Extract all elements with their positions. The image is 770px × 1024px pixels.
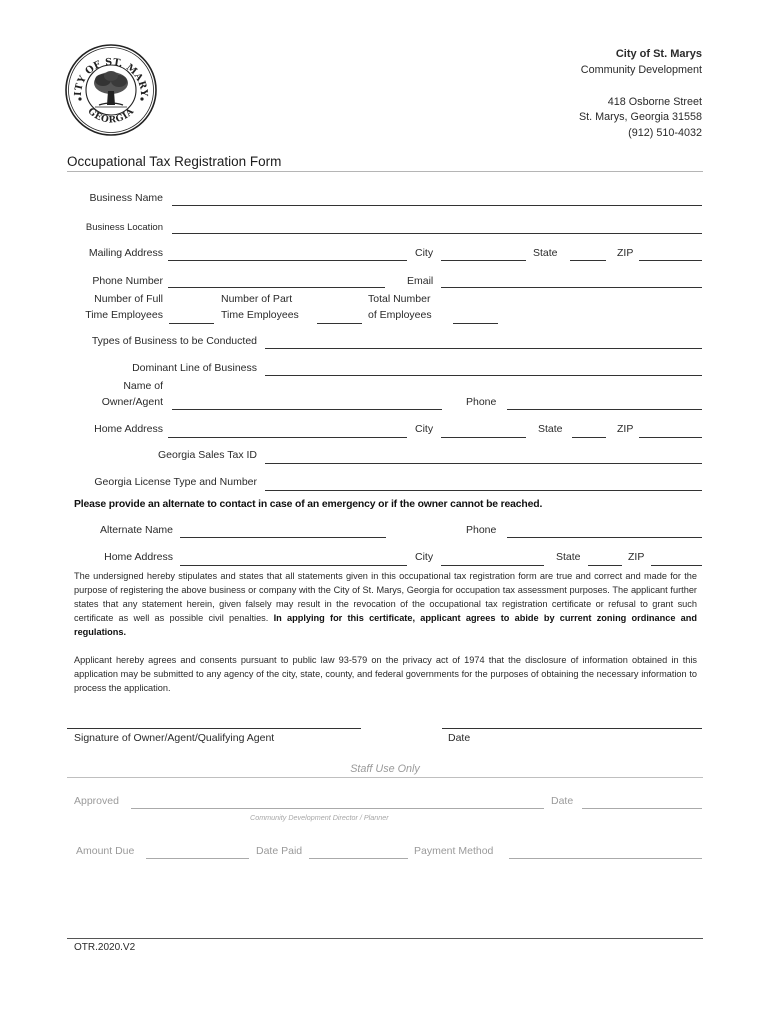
email-field[interactable] <box>441 287 702 288</box>
amount-due-label: Amount Due <box>76 845 135 857</box>
approved-label: Approved <box>74 795 119 807</box>
alternate-zip-field[interactable] <box>651 565 702 566</box>
phone-number-field[interactable] <box>168 287 385 288</box>
mailing-state-label: State <box>533 247 558 259</box>
form-title: Occupational Tax Registration Form <box>67 154 282 169</box>
total-employees-label-2: of Employees <box>368 309 432 321</box>
part-time-employees-field[interactable] <box>317 323 362 324</box>
stipulation-text: The undersigned hereby stipulates and states that all statements given in this occupational tax registration form are true and correct and made for the purpose of registering the above business or company with the City of St. Marys, Georgia for occupation tax assessment purposes. The applicant further states that any statement herein, given falsely may result in the revocation of the occupational tax registration certificate or refusal to grant such certificate as well as possible civil penalties. <box>74 571 697 623</box>
owner-name-field[interactable] <box>172 409 442 410</box>
mailing-address-label: Mailing Address <box>88 247 163 259</box>
dominant-line-label: Dominant Line of Business <box>132 362 257 374</box>
owner-label-2: Owner/Agent <box>101 396 163 408</box>
alternate-name-field[interactable] <box>180 537 386 538</box>
alternate-state-field[interactable] <box>588 565 622 566</box>
alternate-zip-label: ZIP <box>628 551 645 563</box>
header-phone: (912) 510-4032 <box>628 127 702 139</box>
alternate-city-label: City <box>415 551 434 563</box>
part-time-label-2: Time Employees <box>221 309 299 321</box>
svg-text:GEORGIA <box>86 106 137 125</box>
signature-date-field[interactable] <box>442 728 702 729</box>
license-type-label: Georgia License Type and Number <box>94 476 257 488</box>
home-zip-field[interactable] <box>639 437 702 438</box>
amount-due-field[interactable] <box>146 858 249 859</box>
owner-label-1: Name of <box>123 380 163 392</box>
home-zip-label: ZIP <box>617 423 634 435</box>
business-location-label: Business Location <box>85 222 163 233</box>
signature-field[interactable] <box>67 728 361 729</box>
part-time-label-1: Number of Part <box>221 293 293 305</box>
oak-tree-emblem <box>94 71 128 107</box>
alternate-state-label: State <box>556 551 581 563</box>
privacy-paragraph: Applicant hereby agrees and consents pursuant to public law 93-579 on the privacy act of 1974 that the disclosure of information obtained in this application may be submitted to any agency of the city, state, county, and federal governments for the purposes of obtaining the necessary information to process the application. <box>74 655 697 693</box>
stipulation-bold-text: In applying for this certificate, applicant agrees to abide by current zoning ordinance and regulations. <box>74 613 698 637</box>
alternate-phone-field[interactable] <box>507 537 702 538</box>
alternate-notice: Please provide an alternate to contact in case of an emergency or if the owner cannot be reached. <box>74 499 543 510</box>
staff-use-divider <box>67 777 703 778</box>
title-rule <box>67 171 703 172</box>
staff-use-heading: Staff Use Only <box>350 763 420 775</box>
phone-number-label: Phone Number <box>92 275 163 287</box>
types-business-field[interactable] <box>265 348 702 349</box>
mailing-city-field[interactable] <box>441 260 526 261</box>
mailing-zip-label: ZIP <box>617 247 634 259</box>
total-employees-field[interactable] <box>453 323 498 324</box>
license-type-field[interactable] <box>265 490 702 491</box>
approved-date-field[interactable] <box>582 808 702 809</box>
alternate-home-address-field[interactable] <box>180 565 407 566</box>
date-paid-label: Date Paid <box>256 845 303 857</box>
alternate-phone-label: Phone <box>466 524 497 536</box>
date-paid-field[interactable] <box>309 858 408 859</box>
payment-method-label: Payment Method <box>414 845 494 857</box>
signature-label: Signature of Owner/Agent/Qualifying Agent <box>74 732 275 744</box>
business-name-label: Business Name <box>89 192 163 204</box>
city-seal-graphic <box>64 43 158 137</box>
footer-form-code: OTR.2020.V2 <box>74 942 136 953</box>
full-time-employees-field[interactable] <box>169 323 214 324</box>
header-city-state-zip: St. Marys, Georgia 31558 <box>578 111 702 123</box>
home-state-label: State <box>538 423 563 435</box>
home-city-field[interactable] <box>441 437 526 438</box>
owner-phone-field[interactable] <box>507 409 702 410</box>
header-street: 418 Osborne Street <box>607 96 702 108</box>
seal-bottom-text: GEORGIA <box>85 106 137 126</box>
sales-tax-label: Georgia Sales Tax ID <box>157 449 257 461</box>
business-location-field[interactable] <box>172 233 702 234</box>
sales-tax-field[interactable] <box>265 463 702 464</box>
approver-caption: Community Development Director / Planner <box>250 813 389 822</box>
footer-rule <box>67 938 703 939</box>
types-business-label: Types of Business to be Conducted <box>91 335 257 347</box>
mailing-address-field[interactable] <box>168 260 407 261</box>
mailing-city-label: City <box>415 247 434 259</box>
header-department: Community Development <box>580 64 702 76</box>
header-city: City of St. Marys <box>615 48 702 60</box>
email-label: Email <box>407 275 434 287</box>
home-state-field[interactable] <box>572 437 606 438</box>
total-employees-label-1: Total Number <box>368 293 431 305</box>
mailing-state-field[interactable] <box>570 260 606 261</box>
mailing-zip-field[interactable] <box>639 260 702 261</box>
business-name-field[interactable] <box>172 205 702 206</box>
payment-method-field[interactable] <box>509 858 702 859</box>
home-address-field[interactable] <box>168 437 407 438</box>
stipulation-paragraph <box>74 569 697 639</box>
seal-top-text: ITY OF ST. MARY <box>72 56 150 98</box>
signature-date-label: Date <box>448 732 471 744</box>
approved-field[interactable] <box>131 808 544 809</box>
alternate-home-address-label: Home Address <box>104 551 173 563</box>
dominant-line-field[interactable] <box>265 375 702 376</box>
home-city-label: City <box>415 423 434 435</box>
alternate-name-label: Alternate Name <box>100 524 173 536</box>
full-time-label-2: Time Employees <box>85 309 163 321</box>
approved-date-label: Date <box>551 795 574 807</box>
city-seal <box>64 43 158 137</box>
alternate-city-field[interactable] <box>441 565 544 566</box>
full-time-label-1: Number of Full <box>94 293 163 305</box>
owner-phone-label: Phone <box>466 396 497 408</box>
home-address-label: Home Address <box>94 423 163 435</box>
